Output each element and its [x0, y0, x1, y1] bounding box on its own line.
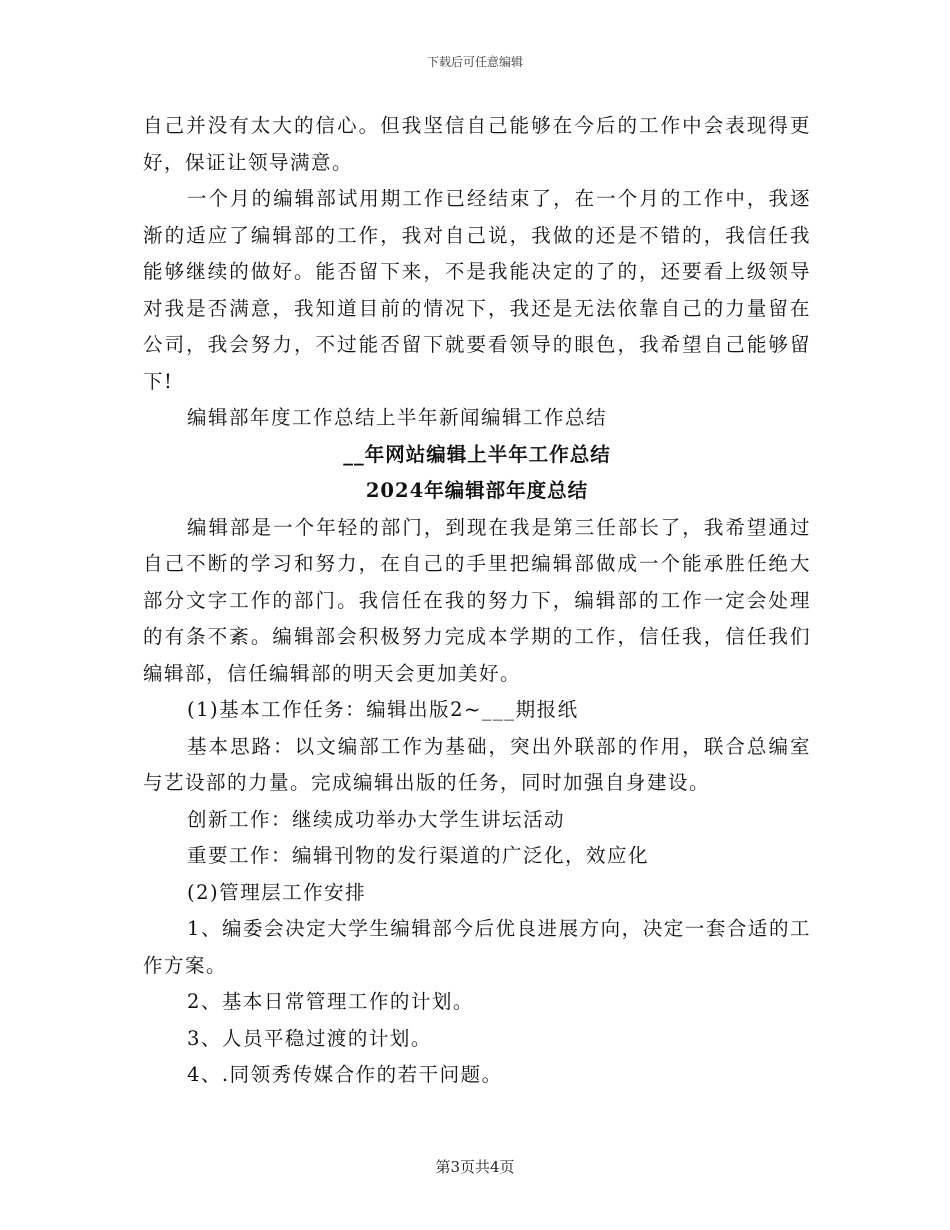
section-title-1: __年网站编辑上半年工作总结 [343, 442, 611, 466]
section-title-2: 2024年编辑部年度总结 [365, 479, 589, 502]
paragraph-5: (1)基本工作任务：编辑出版2~___期报纸 [187, 698, 579, 721]
paragraph-1: 自己并没有太大的信心。但我坚信自己能够在今后的工作中会表现得更好，保证让领导满意。 [143, 114, 811, 174]
paragraph-13: 4、.同领秀传媒合作的若干问题。 [187, 1063, 503, 1086]
page-header: 下载后可任意编辑 [426, 55, 523, 69]
paragraph-12: 3、人员平稳过渡的计划。 [187, 1026, 432, 1050]
paragraph-8: 重要工作：编辑刊物的发行渠道的广泛化，效应化 [187, 844, 650, 867]
paragraph-10: 1、编委会决定大学生编辑部今后优良进展方向，决定一套合适的工作方案。 [143, 917, 811, 977]
paragraph-4: 编辑部是一个年轻的部门，到现在我是第三任部长了，我希望通过自己不断的学习和努力，在自己的手里把编辑部做成一个能承胜任绝大部分文字工作的部门。我信任在我的努力下，编辑部的工作一定会处理的有条不紊。编辑部会积极努力完成本学期的工作，信任我，信任我们编辑部，信任编辑部的明天会更加美好。 [143, 515, 811, 685]
paragraph-6: 基本思路：以文编部工作为基础，突出外联部的作用，联合总编室与艺设部的力量。完成编辑出版的任务，同时加强自身建设。 [143, 734, 811, 794]
page-footer: 第3页共4页 [435, 1158, 515, 1176]
paragraph-3: 编辑部年度工作总结上半年新闻编辑工作总结 [187, 406, 608, 429]
paragraph-11: 2、基本日常管理工作的计划。 [187, 990, 474, 1013]
paragraph-7: 创新工作：继续成功举办大学生讲坛活动 [187, 807, 566, 831]
paragraph-2: 一个月的编辑部试用期工作已经结束了，在一个月的工作中，我逐渐的适应了编辑部的工作，我对自己说，我做的还是不错的，我信任我能够继续的做好。能否留下来，不是我能决定的了的，还要看上级领导对我是否满意，我知道目前的情况下，我还是无法依靠自己的力量留在公司，我会努力，不过能否留下就要看领导的眼色，我希望自己能够留下! [143, 187, 811, 393]
paragraph-9: (2)管理层工作安排 [187, 880, 367, 904]
document-body [143, 108, 811, 1094]
